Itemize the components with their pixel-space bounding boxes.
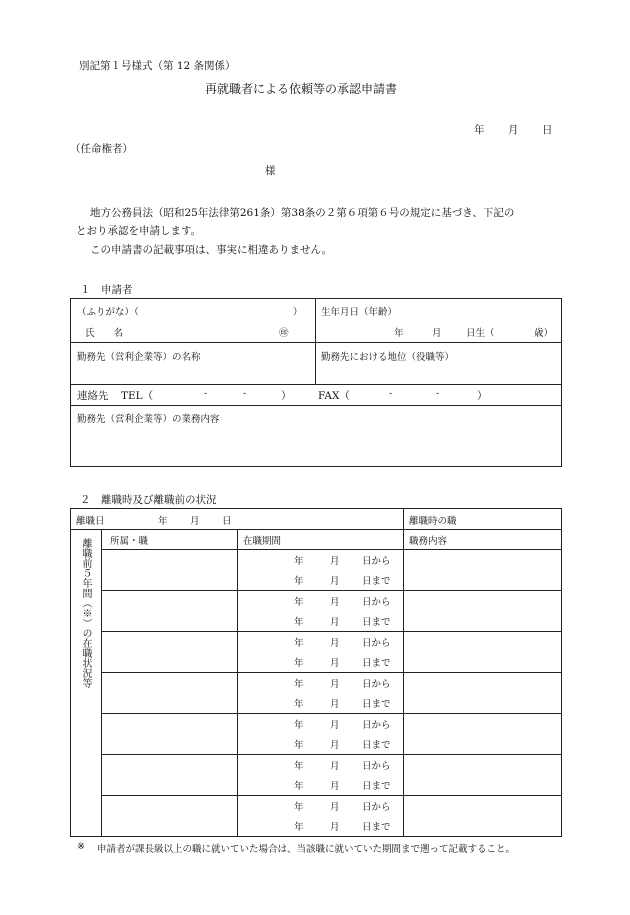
form-title: 再就職者による依頼等の承認申請書 (205, 82, 398, 96)
table-row (71, 632, 562, 673)
period-to-day: 日まで (362, 740, 391, 751)
footnote-mark: ※ (77, 841, 85, 852)
col-duties-header (404, 530, 562, 550)
period-from-year: 年 (294, 720, 304, 731)
appointer-label: （任命権者） (70, 143, 133, 155)
period-from-month: 月 (330, 802, 340, 813)
section2-heading: ２ 離職時及び離職前の状況 (80, 494, 217, 506)
period-from-day: 日から (362, 720, 391, 731)
tel-dash-1: - (204, 388, 208, 399)
period-to-month: 月 (330, 658, 340, 669)
dept-cell[interactable] (102, 591, 238, 632)
period-from-month: 月 (330, 638, 340, 649)
history-table (70, 508, 562, 837)
period-to-month: 月 (330, 617, 340, 628)
date-year-label: 年 (474, 124, 485, 136)
dept-cell[interactable] (102, 632, 238, 673)
retire-post-cell[interactable] (404, 509, 562, 530)
period-to-month: 月 (330, 576, 340, 587)
period-from-month: 月 (330, 597, 340, 608)
retire-day-label: 日 (222, 516, 232, 527)
tel-dash-2: - (243, 388, 247, 399)
birth-year-label: 年 (394, 328, 404, 339)
period-to-month: 月 (330, 822, 340, 833)
name-cell[interactable] (71, 299, 316, 343)
period-from-month: 月 (330, 679, 340, 690)
retire-post-label: 離職時の職 (409, 516, 457, 527)
period-to-day: 日まで (362, 781, 391, 792)
side-label-cell (71, 530, 102, 837)
period-cell[interactable] (238, 714, 404, 755)
intro-line-1: 地方公務員法（昭和25年法律第261条）第38条の２第６項第６号の規定に基づき、下記の (90, 207, 515, 219)
period-to-year: 年 (294, 822, 304, 833)
fax-dash-2: - (436, 388, 440, 399)
period-cell[interactable] (238, 796, 404, 837)
intro-line-3: この申請書の記載事項は、事実に相違ありません。 (90, 244, 333, 256)
period-from-day: 日から (362, 597, 391, 608)
business-label: 勤務先（営利企業等）の業務内容 (77, 414, 220, 425)
retire-year-label: 年 (158, 516, 168, 527)
retire-date-label: 離職日 (76, 516, 105, 527)
period-to-day: 日まで (362, 617, 391, 628)
sama-label: 様 (265, 165, 276, 177)
period-cell[interactable] (238, 591, 404, 632)
period-to-year: 年 (294, 781, 304, 792)
duties-cell[interactable] (404, 550, 562, 591)
date-month-label: 月 (508, 124, 519, 136)
duties-cell[interactable] (404, 755, 562, 796)
table-row (71, 796, 562, 837)
period-from-month: 月 (330, 720, 340, 731)
form-number: 別記第１号様式（第 12 条関係） (79, 60, 236, 72)
period-from-day: 日から (362, 802, 391, 813)
table-row (71, 550, 562, 591)
col-period-label: 在職期間 (243, 536, 282, 547)
table-row (71, 591, 562, 632)
fax-dash-1: - (389, 388, 393, 399)
dept-cell[interactable] (102, 673, 238, 714)
intro-line-2: とおり承認を申請します。 (76, 225, 202, 237)
dept-cell[interactable] (102, 714, 238, 755)
col-duties-label: 職務内容 (409, 536, 448, 547)
period-to-year: 年 (294, 576, 304, 587)
footnote-text: 申請者が課長級以上の職に就いていた場合は、当該職に就いていた期間まで遡って記載すること。 (97, 844, 516, 855)
period-to-year: 年 (294, 699, 304, 710)
table-row (71, 673, 562, 714)
birth-cell[interactable] (316, 299, 562, 343)
seal-mark: ㊞ (279, 328, 289, 339)
tel-close: ） (281, 390, 292, 402)
section1-heading: １ 申請者 (80, 284, 133, 296)
duties-cell[interactable] (404, 714, 562, 755)
period-from-month: 月 (330, 556, 340, 567)
employer-position-label: 勤務先における地位（役職等） (321, 352, 455, 363)
retire-date-cell[interactable] (71, 509, 404, 530)
period-from-year: 年 (294, 679, 304, 690)
table-row (71, 755, 562, 796)
col-dept-label: 所属・職 (110, 536, 149, 547)
period-cell[interactable] (238, 550, 404, 591)
duties-cell[interactable] (404, 673, 562, 714)
period-from-year: 年 (294, 597, 304, 608)
furigana-close: ） (293, 307, 303, 318)
date-day-label: 日 (542, 124, 553, 136)
period-from-month: 月 (330, 761, 340, 772)
contact-cell[interactable] (71, 385, 562, 406)
period-to-month: 月 (330, 781, 340, 792)
name-label: 氏 名 (85, 328, 124, 339)
duties-cell[interactable] (404, 632, 562, 673)
period-cell[interactable] (238, 755, 404, 796)
fax-close: ） (477, 390, 488, 402)
period-to-day: 日まで (362, 822, 391, 833)
employer-position-cell[interactable] (316, 343, 562, 385)
birth-label: 生年月日（年齢） (321, 307, 398, 318)
period-to-year: 年 (294, 658, 304, 669)
employer-name-cell[interactable] (71, 343, 316, 385)
col-dept-header (102, 530, 238, 550)
period-from-day: 日から (362, 556, 391, 567)
dept-cell[interactable] (102, 755, 238, 796)
birth-age-label: 歳） (534, 328, 554, 339)
period-to-year: 年 (294, 617, 304, 628)
dept-cell[interactable] (102, 796, 238, 837)
period-from-day: 日から (362, 679, 391, 690)
period-to-month: 月 (330, 740, 340, 751)
period-from-year: 年 (294, 638, 304, 649)
period-cell[interactable] (238, 632, 404, 673)
furigana-open: （ふりがな）（ (77, 307, 139, 318)
period-to-year: 年 (294, 740, 304, 751)
duties-cell[interactable] (404, 796, 562, 837)
duties-cell[interactable] (404, 591, 562, 632)
table-row (71, 714, 562, 755)
retire-month-label: 月 (190, 516, 200, 527)
period-from-year: 年 (294, 761, 304, 772)
period-from-day: 日から (362, 638, 391, 649)
period-from-year: 年 (294, 802, 304, 813)
side-label: 離職前５年間（※）の在職状況等 (80, 538, 91, 688)
col-period-header (238, 530, 404, 550)
period-to-day: 日まで (362, 699, 391, 710)
period-from-year: 年 (294, 556, 304, 567)
period-to-month: 月 (330, 699, 340, 710)
period-to-day: 日まで (362, 658, 391, 669)
tel-label: TEL（ (121, 390, 154, 402)
dept-cell[interactable] (102, 550, 238, 591)
employer-name-label: 勤務先（営利企業等）の名称 (77, 352, 201, 363)
fax-label: FAX（ (318, 390, 350, 402)
period-to-day: 日まで (362, 576, 391, 587)
birth-day-label: 日生（ (466, 328, 495, 339)
period-from-day: 日から (362, 761, 391, 772)
period-cell[interactable] (238, 673, 404, 714)
applicant-table (70, 298, 562, 467)
birth-month-label: 月 (432, 328, 442, 339)
business-cell[interactable] (71, 406, 562, 467)
contact-label: 連絡先 (77, 390, 109, 402)
